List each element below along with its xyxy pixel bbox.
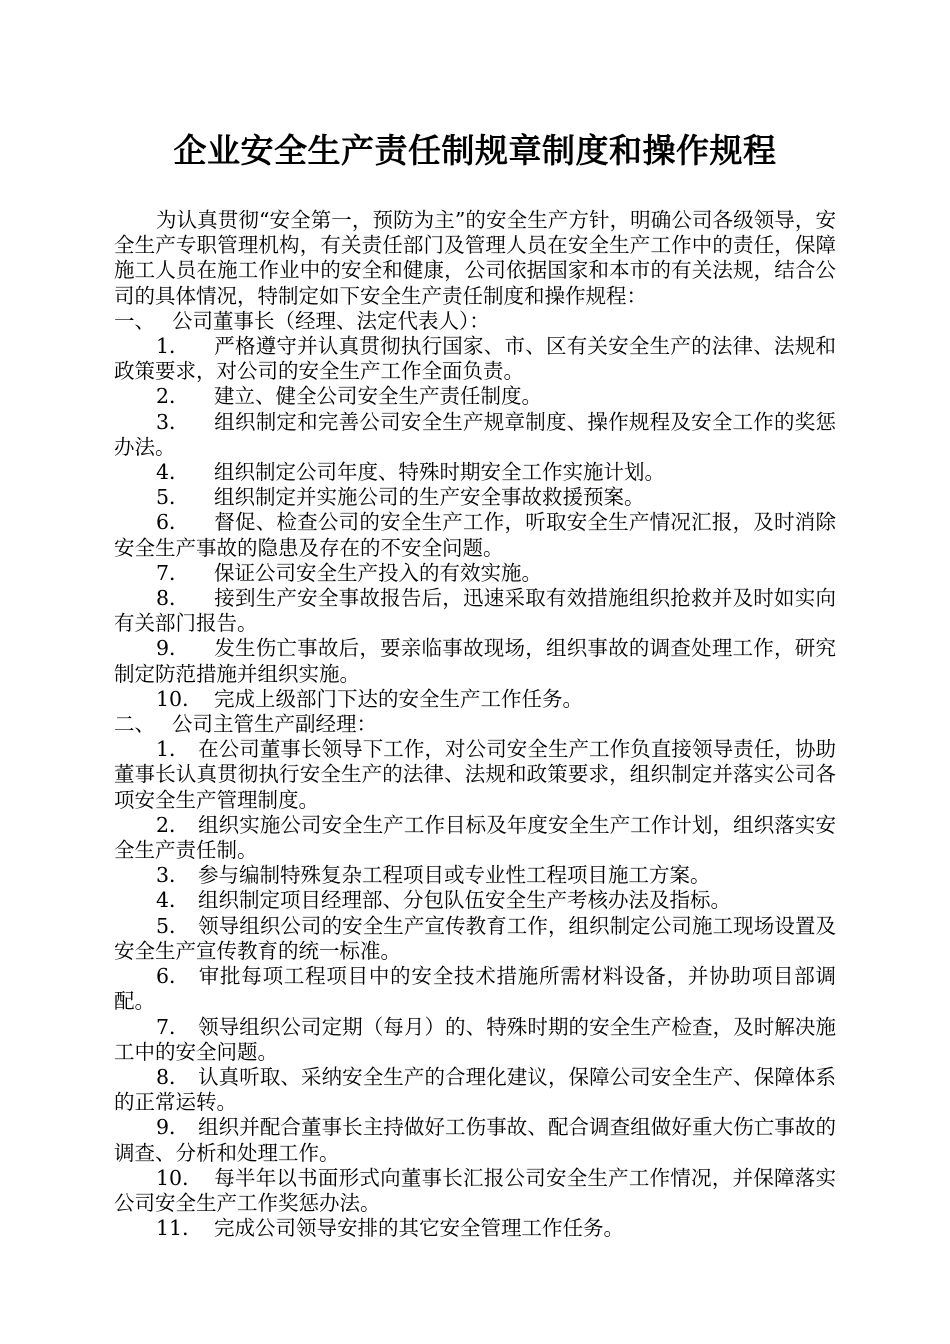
item-text: 严格遵守并认真贯彻执行国家、市、区有关安全生产的法律、法规和政策要求，对公司的安全生产工作全面负责。 <box>114 334 836 384</box>
item-number: 3． <box>156 863 190 888</box>
list-item <box>114 1065 836 1115</box>
list-item <box>114 485 836 510</box>
item-number: 4． <box>156 888 190 913</box>
section-number: 二、 <box>114 712 155 737</box>
section-heading-1 <box>114 309 836 334</box>
item-text: 发生伤亡事故后，要亲临事故现场，组织事故的调查处理工作，研究制定防范措施并组织实施。 <box>114 636 836 686</box>
item-number: 10． <box>156 686 203 711</box>
item-text: 在公司董事长领导下工作，对公司安全生产工作负直接领导责任，协助董事长认真贯彻执行安全生产的法律、法规和政策要求，组织制定并落实公司各项安全生产管理制度。 <box>114 737 836 812</box>
item-number: 10． <box>156 1165 203 1190</box>
item-number: 5． <box>156 913 190 938</box>
item-number: 2． <box>156 812 190 837</box>
list-item <box>114 863 836 888</box>
item-text: 领导组织公司定期（每月）的、特殊时期的安全生产检查，及时解决施工中的安全问题。 <box>114 1014 836 1064</box>
list-item <box>114 561 836 586</box>
list-item <box>114 460 836 485</box>
item-text: 参与编制特殊复杂工程项目或专业性工程项目施工方案。 <box>198 863 711 888</box>
item-text: 组织制定公司年度、特殊时期安全工作实施计划。 <box>214 460 665 485</box>
item-text: 组织实施公司安全生产工作目标及年度安全生产工作计划，组织落实安全生产责任制。 <box>114 812 836 863</box>
list-item <box>114 384 836 409</box>
item-text: 完成上级部门下达的安全生产工作任务。 <box>214 686 583 711</box>
section-heading-text: 公司董事长（经理、法定代表人）： <box>172 308 490 333</box>
item-text: 每半年以书面形式向董事长汇报公司安全生产工作情况，并保障落实公司安全生产工作奖惩办法。 <box>114 1165 836 1215</box>
item-number: 8． <box>156 586 190 611</box>
list-item <box>114 964 836 1014</box>
item-number: 1． <box>156 334 190 359</box>
item-number: 6． <box>156 964 190 989</box>
item-text: 组织制定并实施公司的生产安全事故救援预案。 <box>214 485 645 510</box>
list-item <box>114 586 836 636</box>
item-text: 组织制定和完善公司安全生产规章制度、操作规程及安全工作的奖惩办法。 <box>114 409 836 459</box>
item-text: 建立、健全公司安全生产责任制度。 <box>214 384 542 409</box>
list-item <box>114 914 836 964</box>
list-item <box>114 636 836 686</box>
item-number: 8． <box>156 1064 190 1089</box>
item-number: 5． <box>156 485 190 510</box>
item-text: 保证公司安全生产投入的有效实施。 <box>214 560 542 585</box>
item-text: 组织并配合董事长主持做好工伤事故、配合调查组做好重大伤亡事故的调查、分析和处理工作。 <box>114 1115 836 1165</box>
item-number: 11． <box>156 1216 203 1241</box>
item-text: 组织制定项目经理部、分包队伍安全生产考核办法及指标。 <box>198 888 731 913</box>
item-number: 6． <box>156 510 190 535</box>
section-number: 一、 <box>114 308 155 333</box>
item-number: 4． <box>156 460 190 485</box>
intro-paragraph: 为认真贯彻“安全第一，预防为主”的安全生产方针，明确公司各级领导，安全生产专职管理机构，有关责任部门及管理人员在安全生产工作中的责任，保障施工人员在施工作业中的安全和健康，公司依据国家和本市的有关法规，结合公司的具体情况，特制定如下安全生产责任制度和操作规程： <box>114 208 836 308</box>
list-item <box>114 1216 836 1241</box>
section-heading-2 <box>114 712 836 737</box>
list-item <box>114 1015 836 1065</box>
list-item <box>114 687 836 712</box>
document-body <box>114 208 836 1241</box>
item-number: 7． <box>156 560 190 585</box>
item-text: 审批每项工程项目中的安全技术措施所需材料设备，并协助项目部调配。 <box>114 964 836 1014</box>
list-item <box>114 410 836 460</box>
list-item <box>114 334 836 384</box>
list-item <box>114 737 836 813</box>
list-item <box>114 1115 836 1165</box>
item-number: 1． <box>156 737 190 762</box>
list-item <box>114 510 836 560</box>
item-text: 督促、检查公司的安全生产工作，听取安全生产情况汇报，及时消除安全生产事故的隐患及存在的不安全问题。 <box>114 510 836 560</box>
list-item <box>114 888 836 913</box>
item-text: 领导组织公司的安全生产宣传教育工作，组织制定公司施工现场设置及安全生产宣传教育的统一标准。 <box>114 913 836 963</box>
item-number: 2． <box>156 384 190 409</box>
item-number: 3． <box>156 409 190 434</box>
item-number: 9． <box>156 636 190 661</box>
document-title: 企业安全生产责任制规章制度和操作规程 <box>173 131 777 170</box>
item-number: 9． <box>156 1115 190 1140</box>
item-text: 接到生产安全事故报告后，迅速采取有效措施组织抢救并及时如实向有关部门报告。 <box>114 586 836 636</box>
list-item <box>114 1166 836 1216</box>
section-heading-text: 公司主管生产副经理： <box>172 712 377 737</box>
item-number: 7． <box>156 1014 190 1039</box>
item-text: 完成公司领导安排的其它安全管理工作任务。 <box>214 1216 624 1241</box>
item-text: 认真听取、采纳安全生产的合理化建议，保障公司安全生产、保障体系的正常运转。 <box>114 1064 836 1115</box>
list-item <box>114 813 836 863</box>
